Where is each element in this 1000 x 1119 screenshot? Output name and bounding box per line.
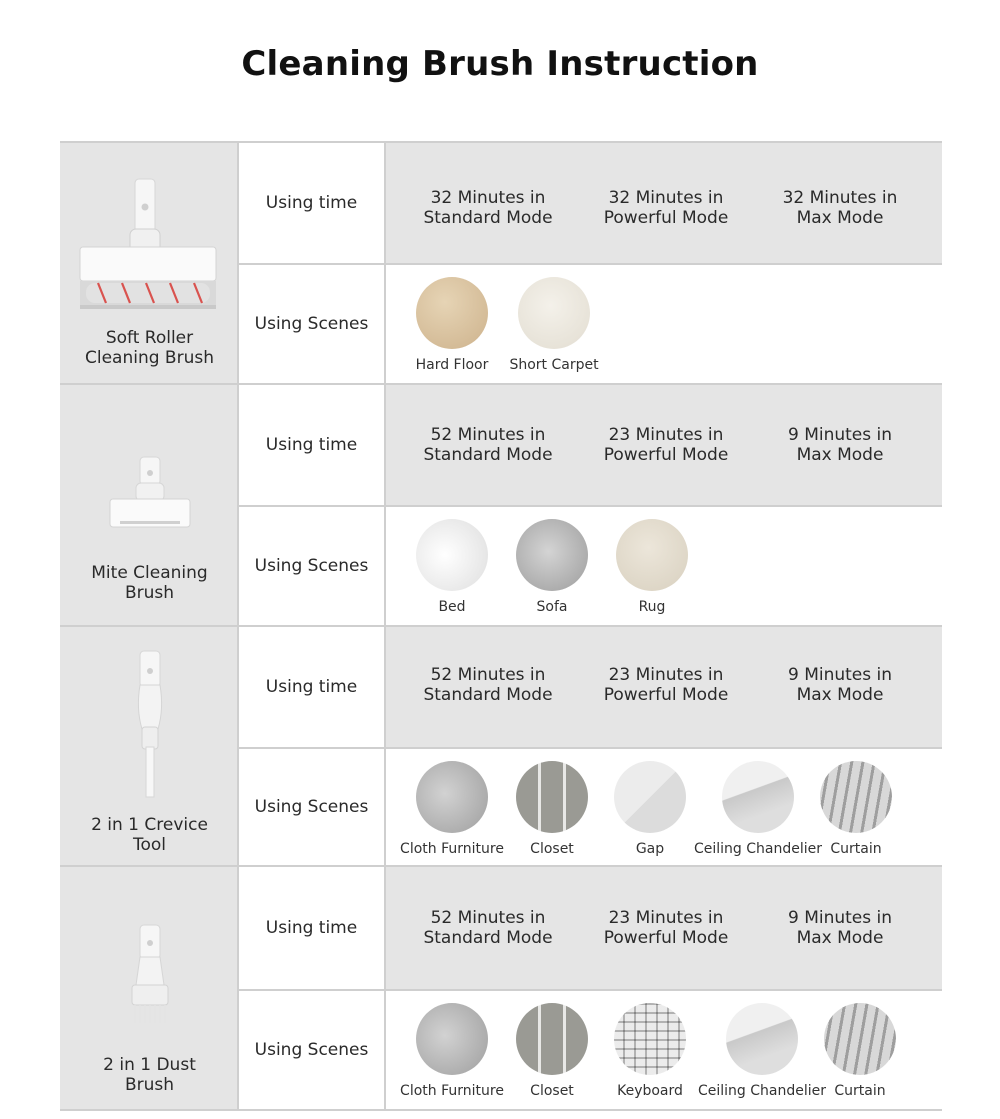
brush-table [60,141,942,1109]
using-time-cell [386,867,942,989]
brush-cell [60,627,239,865]
mode-max: 9 Minutes in Max Mode [787,665,893,705]
using-scenes-label: Using Scenes [239,265,386,383]
using-scenes-cell [386,507,942,625]
brush-cell [60,867,239,1109]
crevice-tool-icon [132,649,168,799]
scene-item: Cloth Furniture [392,761,512,857]
cloth-furniture-icon [416,761,488,833]
brush-name: 2 in 1 Dust Brush [103,1055,196,1095]
curtain-icon [824,1003,896,1075]
mode-standard: 52 Minutes in Standard Mode [423,908,553,948]
mode-standard: 52 Minutes in Standard Mode [423,665,553,705]
gap-icon [614,761,686,833]
short-carpet-icon [518,277,590,349]
using-time-label: Using time [239,867,386,989]
mode-standard: 32 Minutes in Standard Mode [423,188,553,228]
scene-item: Ceiling Chandelier [692,761,824,857]
using-scenes-cell [386,265,942,383]
using-time-cell [386,627,942,747]
mode-max: 9 Minutes in Max Mode [787,908,893,948]
sofa-icon [516,519,588,591]
using-scenes-label: Using Scenes [239,991,386,1109]
ceiling-chandelier-icon [722,761,794,833]
scene-item: Curtain [796,761,916,857]
rug-icon [616,519,688,591]
brush-name: 2 in 1 Crevice Tool [91,815,208,855]
hard-floor-icon [416,277,488,349]
scene-item: Sofa [492,519,612,615]
using-scenes-label: Using Scenes [239,749,386,865]
cloth-furniture-icon [416,1003,488,1075]
mite-brush-icon [108,455,192,535]
using-time-label: Using time [239,385,386,505]
scene-item: Curtain [800,1003,920,1099]
mode-powerful: 23 Minutes in Powerful Mode [603,908,729,948]
scene-item: Gap [590,761,710,857]
scene-item: Hard Floor [392,277,512,373]
mode-powerful: 32 Minutes in Powerful Mode [603,188,729,228]
scene-item: Closet [492,1003,612,1099]
brush-name: Mite Cleaning Brush [91,563,208,603]
using-time-label: Using time [239,143,386,263]
brush-name: Soft Roller Cleaning Brush [85,328,214,368]
brush-block [60,867,942,1111]
using-time-cell [386,143,942,263]
keyboard-icon [614,1003,686,1075]
dust-brush-icon [126,923,174,1027]
using-scenes-label: Using Scenes [239,507,386,625]
page-title: Cleaning Brush Instruction [241,44,759,84]
mode-powerful: 23 Minutes in Powerful Mode [603,665,729,705]
brush-cell [60,385,239,625]
scene-item: Closet [492,761,612,857]
scene-item: Bed [392,519,512,615]
scene-item: Cloth Furniture [392,1003,512,1099]
mode-max: 9 Minutes in Max Mode [787,425,893,465]
scene-item: Ceiling Chandelier [692,1003,832,1099]
scene-item: Short Carpet [494,277,614,373]
scene-item: Keyboard [590,1003,710,1099]
mode-max: 32 Minutes in Max Mode [782,188,898,228]
using-time-label: Using time [239,627,386,747]
mode-standard: 52 Minutes in Standard Mode [423,425,553,465]
mode-powerful: 23 Minutes in Powerful Mode [603,425,729,465]
closet-icon [516,761,588,833]
using-scenes-cell [386,749,942,865]
brush-block [60,143,942,385]
scene-item: Rug [592,519,712,615]
curtain-icon [820,761,892,833]
bed-icon [416,519,488,591]
brush-block [60,627,942,867]
ceiling-chandelier-icon [726,1003,798,1075]
brush-cell [60,143,239,383]
soft-roller-brush-icon [78,177,222,311]
using-scenes-cell [386,991,942,1109]
using-time-cell [386,385,942,505]
brush-block [60,385,942,627]
closet-icon [516,1003,588,1075]
